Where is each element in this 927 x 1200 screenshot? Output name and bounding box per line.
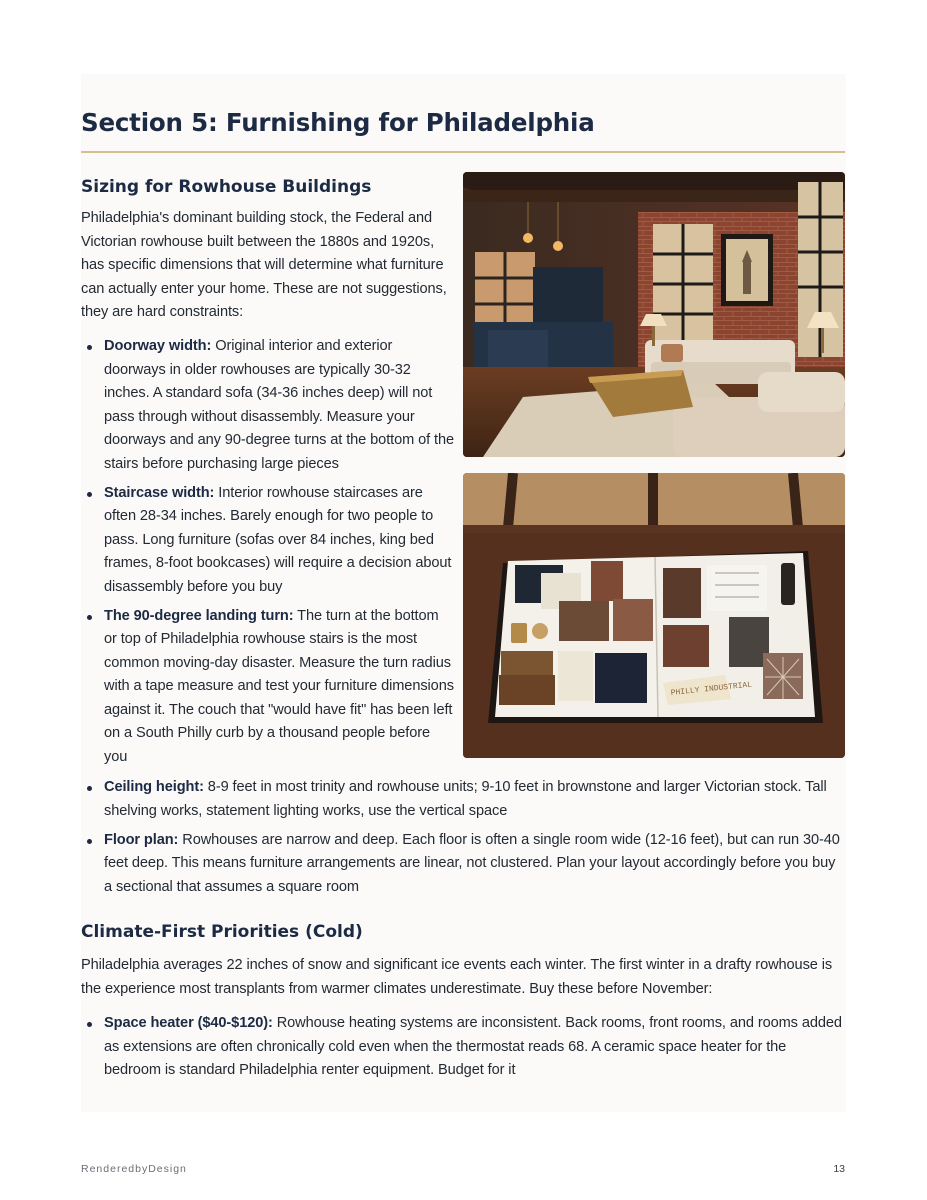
subsection-heading-climate: Climate-First Priorities (Cold) bbox=[81, 922, 363, 942]
footer-brand: RenderedbyDesign bbox=[81, 1163, 187, 1175]
climate-intro-paragraph: Philadelphia averages 22 inches of snow and significant ice events each winter. The first winter in a drafty rowhouse is the experience most transplants from warmer climates underestimate. Buy these before November: bbox=[81, 957, 833, 997]
list-item bbox=[81, 482, 455, 600]
sizing-intro-paragraph: Philadelphia's dominant building stock, the Federal and Victorian rowhouse built between the 1880s and 1920s, has specific dimensions that will determine what furniture can actually enter your home. These are not suggestions, they are hard constraints: bbox=[81, 210, 447, 320]
bullet-term: Floor plan: bbox=[104, 831, 179, 848]
mood-board-photo bbox=[463, 473, 845, 758]
bullet-text: Rowhouses are narrow and deep. Each floor is often a single room wide (12-16 feet), but can run 30-40 feet deep. This means furniture arrangements are linear, not clustered. Plan your layout accordingly before you buy a sectional that assumes a square room bbox=[104, 831, 840, 895]
list-item bbox=[81, 605, 455, 770]
living-room-photo bbox=[463, 172, 845, 457]
moodboard-tag-label: PHILLY INDUSTRIAL bbox=[670, 680, 753, 698]
list-item bbox=[81, 776, 847, 823]
subsection-heading-sizing: Sizing for Rowhouse Buildings bbox=[81, 177, 372, 197]
bullet-text: Original interior and exterior doorways in older rowhouses are typically 30-32 inches. A standard sofa (34-36 inches deep) will not pass through without disassembly. Measure your doorways and any 90-degree turns at the bottom of the stairs before purchasing large pieces bbox=[104, 338, 455, 472]
bullet-text: 8-9 feet in most trinity and rowhouse units; 9-10 feet in brownstone and larger Victorian stock. Tall shelving works, statement lighting works, use the vertical space bbox=[104, 779, 827, 819]
list-item bbox=[81, 1012, 847, 1083]
bullet-term: Doorway width: bbox=[104, 338, 212, 354]
climate-bullet-list bbox=[81, 1012, 847, 1088]
section-title: Section 5: Furnishing for Philadelphia bbox=[81, 108, 595, 137]
bullet-text: The turn at the bottom or top of Philadelphia rowhouse stairs is the most common moving-day disaster. Measure the turn radius with a tape measure and test your furniture dimensions against it. The couch that "would have fit" has been left on a South Philly curb by a thousand people before you bbox=[104, 607, 454, 765]
sizing-bullet-list-wide bbox=[81, 776, 847, 905]
bullet-text: Interior rowhouse staircases are often 28-34 inches. Barely enough for two people to pass. Long furniture (sofas over 84 inches, king bed frames, 8-foot bookcases) will require a decision about disassembly before you buy bbox=[104, 484, 452, 595]
bullet-term: Space heater ($40-$120): bbox=[104, 1015, 273, 1031]
title-divider bbox=[81, 151, 845, 153]
bullet-term: Staircase width: bbox=[104, 484, 215, 501]
list-item bbox=[81, 829, 847, 900]
sizing-bullet-list-narrow bbox=[81, 335, 455, 775]
bullet-term: Ceiling height: bbox=[104, 779, 204, 795]
bullet-term: The 90-degree landing turn: bbox=[104, 607, 294, 624]
bullet-text: Rowhouse heating systems are inconsistent. Back rooms, front rooms, and rooms added as extensions are often chronically cold even when the thermostat reads 68. A ceramic space heater for the bedroom is standard Philadelphia renter equipment. Budget for it bbox=[104, 1015, 842, 1078]
list-item bbox=[81, 335, 455, 476]
page-number: 13 bbox=[833, 1163, 845, 1175]
